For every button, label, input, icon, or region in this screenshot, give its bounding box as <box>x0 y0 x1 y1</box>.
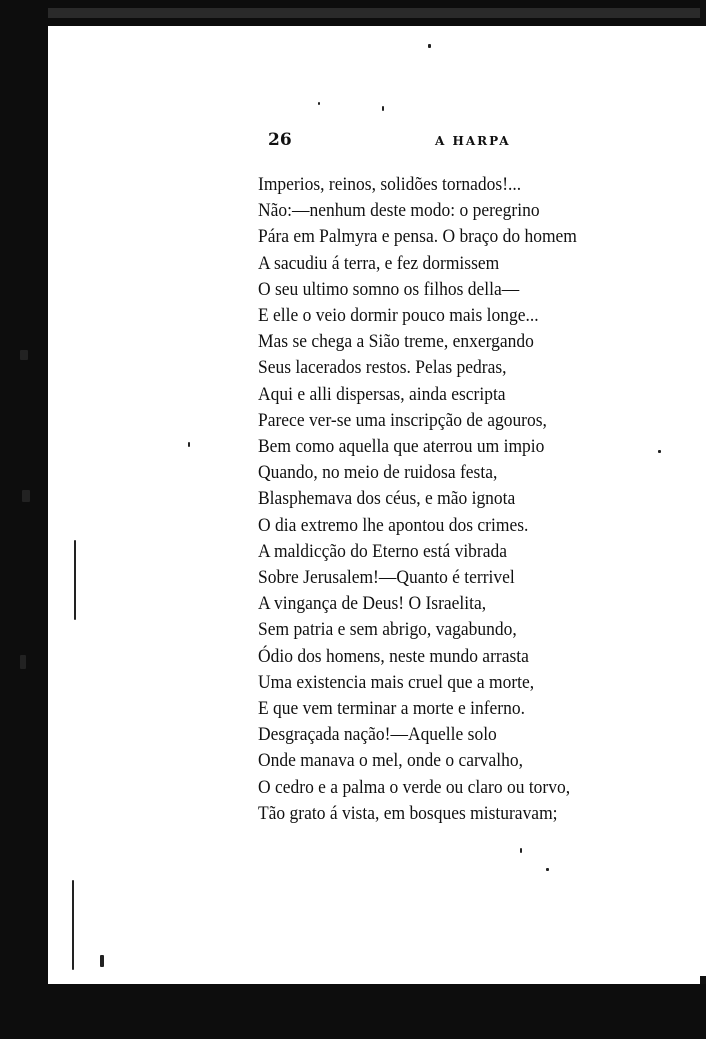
poem-line: Uma existencia mais cruel que a morte, <box>258 671 535 693</box>
poem-line: Desgraçada nação!—Aquelle solo <box>258 724 497 746</box>
scan-border-top-shadow <box>20 8 706 18</box>
poem-line: O cedro e a palma o verde ou claro ou torvo, <box>258 776 571 798</box>
poem-line: A maldicção do Eterno está vibrada <box>258 540 508 562</box>
poem-line: Onde manava o mel, onde o carvalho, <box>258 750 524 772</box>
poem-line: Pára em Palmyra e pensa. O braço do homem <box>258 226 577 248</box>
poem-line: Não:—nenhum deste modo: o peregrino <box>258 200 540 222</box>
scan-speck <box>74 540 76 620</box>
poem-line: Aqui e alli dispersas, ainda escripta <box>258 383 506 405</box>
poem-line: Ódio dos homens, neste mundo arrasta <box>258 645 529 667</box>
poem-line: Blasphemava dos céus, e mão ignota <box>258 488 516 510</box>
poem-line: Bem como aquella que aterrou um impio <box>258 436 545 458</box>
page-number: 26 <box>268 130 292 150</box>
poem-text <box>258 172 663 827</box>
poem-line: Parece ver-se uma inscripção de agouros, <box>258 409 547 431</box>
scan-speck <box>20 655 26 669</box>
scan-speck <box>382 106 384 111</box>
poem-line: O seu ultimo somno os filhos della— <box>258 278 520 300</box>
scan-speck <box>658 450 661 453</box>
scan-speck <box>318 102 320 105</box>
book-page <box>48 26 706 976</box>
scan-speck <box>546 868 549 871</box>
scan-speck <box>72 880 74 970</box>
poem-line: Quando, no meio de ruidosa festa, <box>258 462 498 484</box>
poem-line: O dia extremo lhe apontou dos crimes. <box>258 514 529 536</box>
poem-line: Seus lacerados restos. Pelas pedras, <box>258 357 507 379</box>
poem-line: Mas se chega a Sião treme, enxergando <box>258 331 534 353</box>
scan-speck <box>188 442 190 447</box>
scan-speck <box>20 350 28 360</box>
scan-speck <box>100 955 104 967</box>
poem-line: Imperios, reinos, solidões tornados!... <box>258 174 522 195</box>
scan-speck <box>428 44 431 48</box>
scan-border-bottom <box>0 984 706 1039</box>
poem-line: E elle o veio dormir pouco mais longe... <box>258 305 539 327</box>
scan-border-left <box>0 0 48 1039</box>
poem-line: E que vem terminar a morte e inferno. <box>258 698 525 720</box>
poem-line: A vingança de Deus! O Israelita, <box>258 593 487 615</box>
scan-speck <box>22 490 30 502</box>
poem-line: Sem patria e sem abrigo, vagabundo, <box>258 619 517 641</box>
poem-line: A sacudiu á terra, e fez dormissem <box>258 252 500 274</box>
poem-line: Tão grato á vista, em bosques misturavam; <box>258 802 558 824</box>
poem-line: Sobre Jerusalem!—Quanto é terrivel <box>258 567 515 589</box>
scan-speck <box>520 848 522 853</box>
page-header-title: A HARPA <box>435 134 511 148</box>
